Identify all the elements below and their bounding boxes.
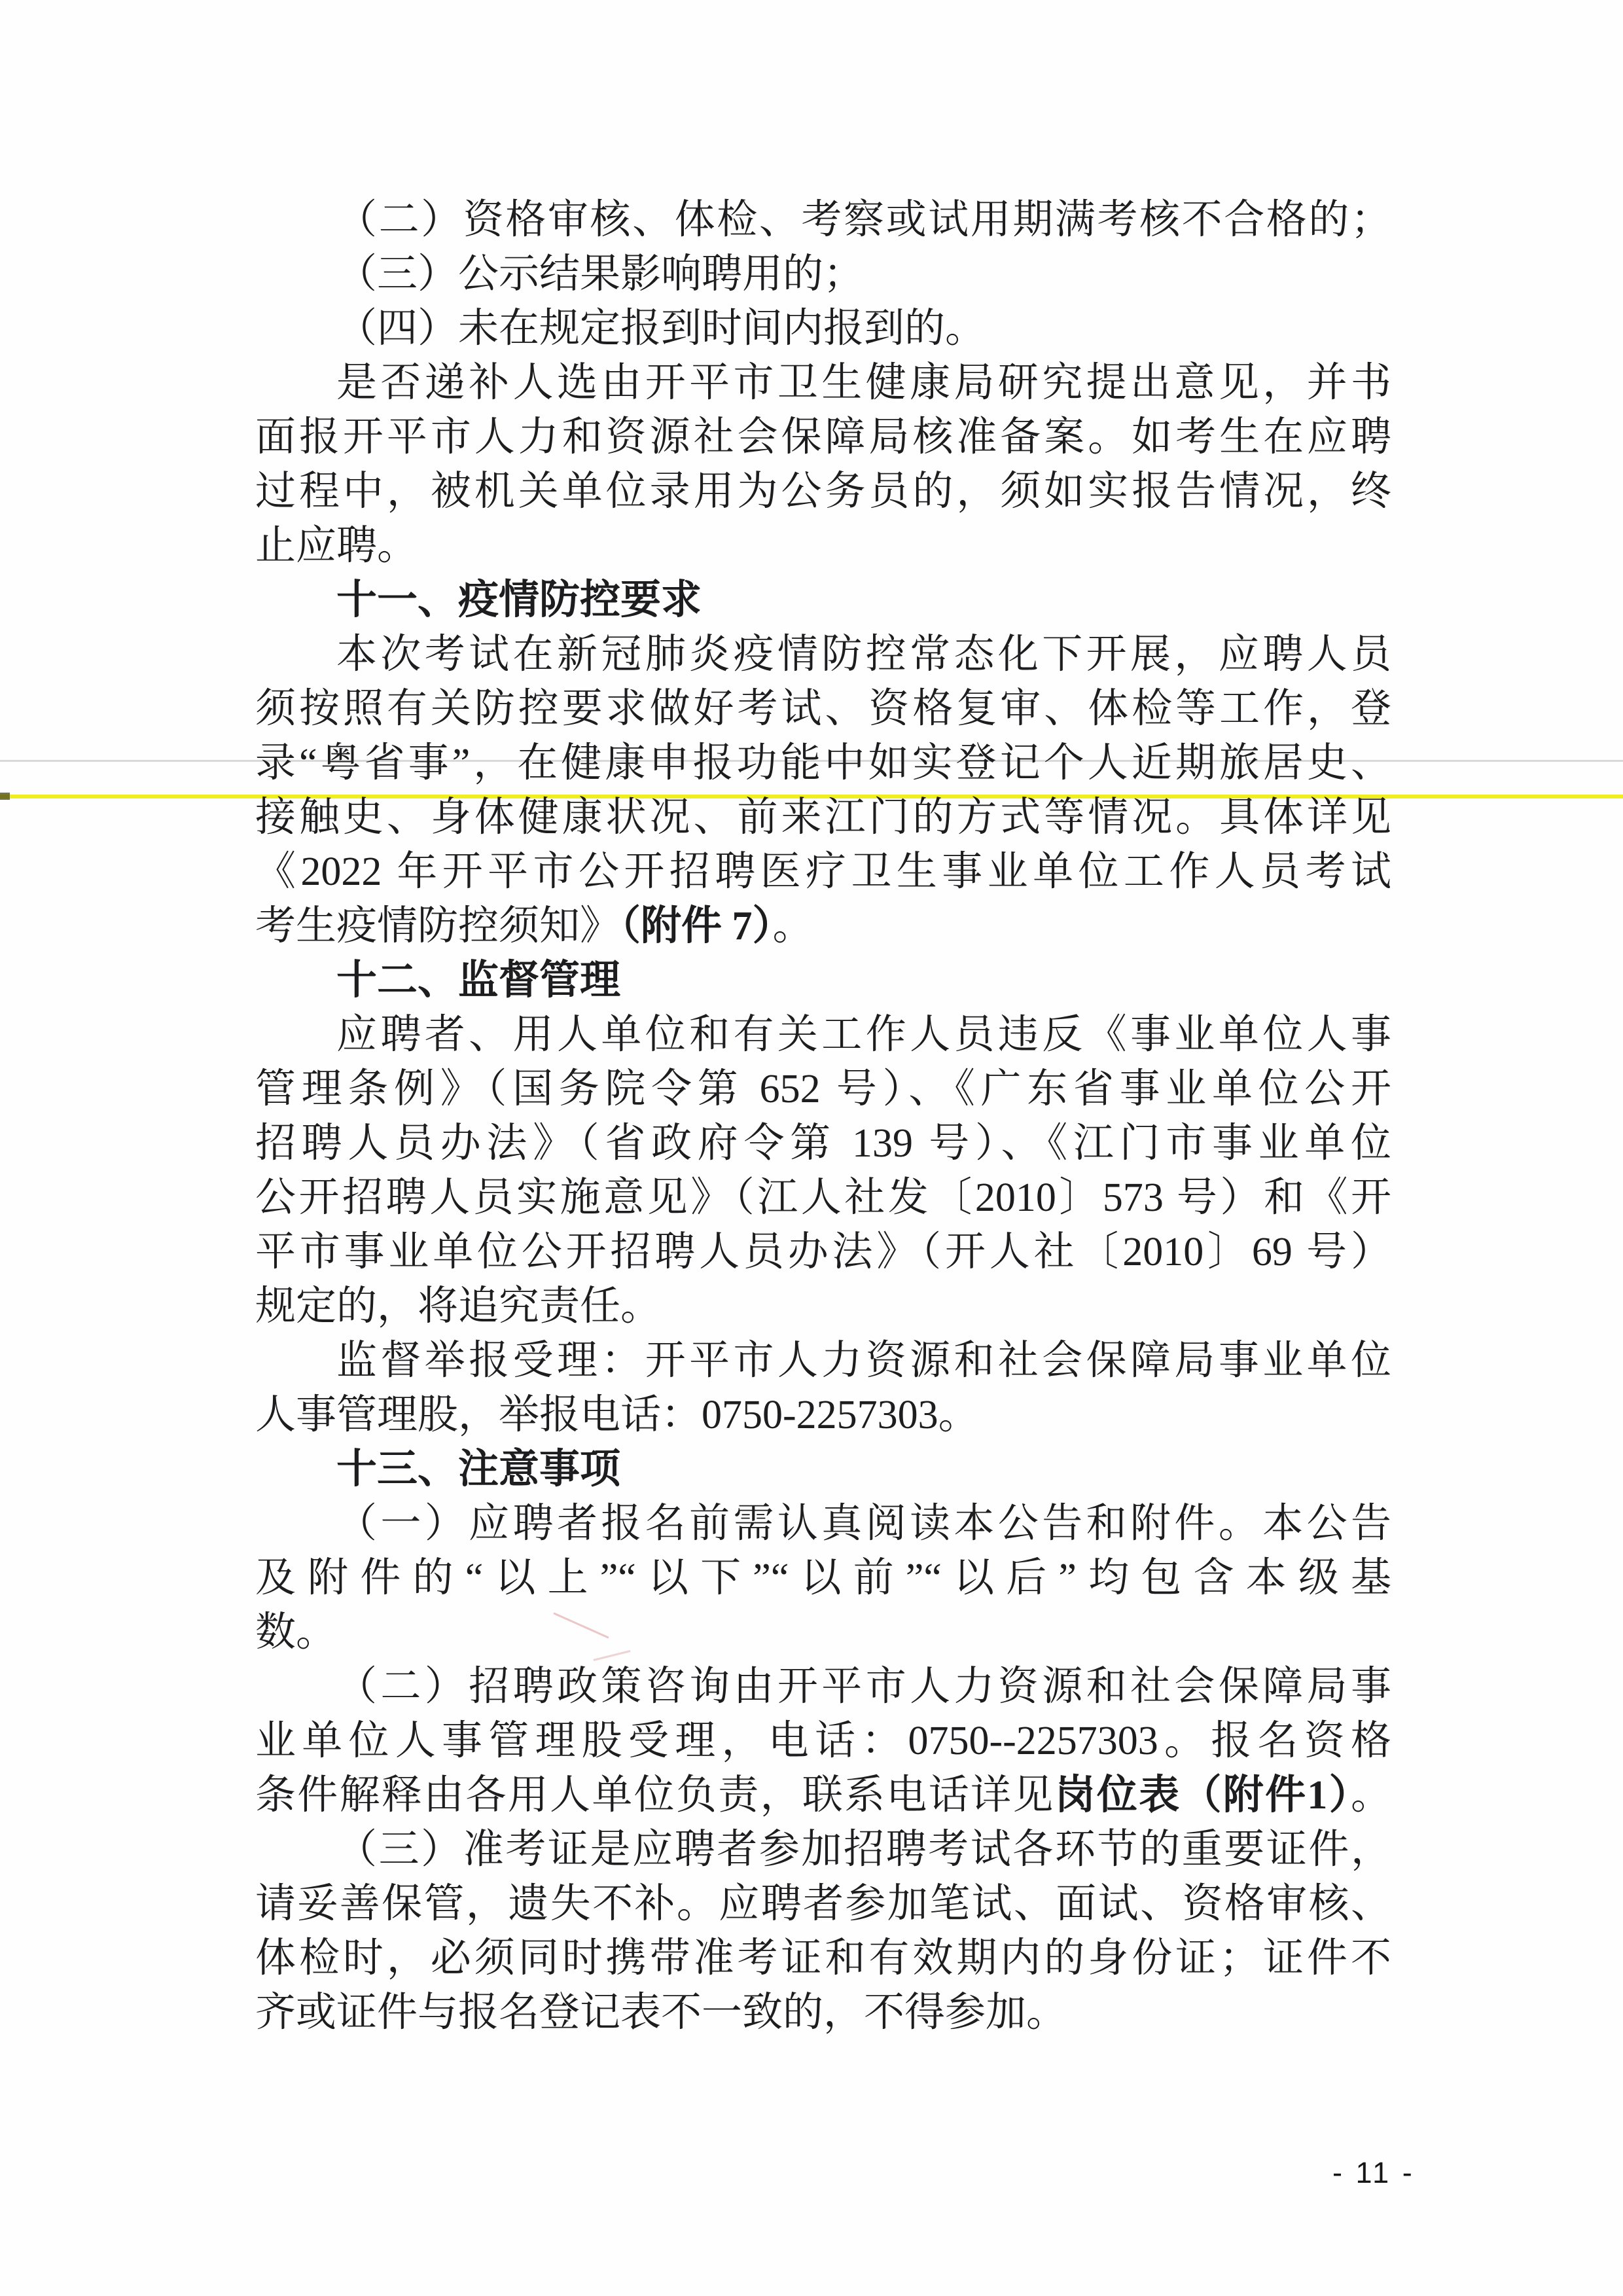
text-segment: 止应聘。 xyxy=(255,524,418,568)
text-segment: 及附件的“以上”“以下”“以前”“以后”均包含本级基 xyxy=(255,1556,1391,1600)
text-segment: 十一、疫情防控要求 xyxy=(336,578,702,622)
text-segment: 公开招聘人员实施意见》（江人社发〔2010〕573 号）和《开 xyxy=(255,1175,1391,1220)
text-segment: 接触史、身体健康状况、前来江门的方式等情况。具体详见 xyxy=(255,795,1391,840)
text-line xyxy=(255,1986,1391,2040)
text-line xyxy=(255,899,1391,954)
text-line xyxy=(255,1768,1391,1823)
text-segment: 过程中，被机关单位录用为公务员的，须如实报告情况，终 xyxy=(255,469,1391,514)
text-line xyxy=(255,1605,1391,1660)
text-line xyxy=(255,1823,1391,1877)
text-line xyxy=(255,193,1391,247)
document-body-text xyxy=(255,193,1391,2040)
text-line xyxy=(255,1497,1391,1551)
text-line xyxy=(255,356,1391,410)
text-segment: 。 xyxy=(1350,1773,1391,1818)
text-line xyxy=(255,1171,1391,1225)
text-segment: 十二、监督管理 xyxy=(336,958,621,1003)
text-line xyxy=(255,1008,1391,1062)
text-segment: 考生疫情防控须知》 xyxy=(255,904,621,948)
text-line xyxy=(255,736,1391,791)
text-line xyxy=(255,1280,1391,1334)
text-line xyxy=(255,791,1391,845)
text-line xyxy=(255,1117,1391,1171)
text-segment: （二）招聘政策咨询由开平市人力资源和社会保障局事 xyxy=(336,1664,1391,1709)
text-segment: 请妥善保管，遗失不补。应聘者参加笔试、面试、资格审核、 xyxy=(255,1882,1391,1926)
text-segment: 招聘人员办法》（省政府令第 139 号）、《江门市事业单位 xyxy=(255,1121,1391,1166)
text-segment: （附件 7） xyxy=(620,904,773,948)
text-line xyxy=(255,845,1391,899)
text-segment: 人事管理股，举报电话：0750-2257303。 xyxy=(255,1393,979,1437)
text-line xyxy=(255,682,1391,736)
text-line xyxy=(255,1714,1391,1768)
text-segment: 。 xyxy=(772,904,813,948)
text-segment: 面报开平市人力和资源社会保障局核准备案。如考生在应聘 xyxy=(255,415,1391,459)
text-line xyxy=(255,1225,1391,1280)
text-segment: 平市事业单位公开招聘人员办法》（开人社〔2010〕69 号） xyxy=(255,1230,1391,1274)
text-line xyxy=(255,410,1391,465)
section-heading xyxy=(255,954,1391,1008)
text-segment: （二）资格审核、体检、考察或试用期满考核不合格的； xyxy=(336,198,1391,242)
text-segment: 十三、注意事项 xyxy=(336,1447,621,1492)
text-segment: 《2022 年开平市公开招聘医疗卫生事业单位工作人员考试 xyxy=(255,850,1391,894)
page-number: - 11 - xyxy=(1332,2156,1415,2189)
text-line xyxy=(255,1062,1391,1117)
text-segment: （三）公示结果影响聘用的； xyxy=(336,252,865,296)
text-line xyxy=(255,1551,1391,1605)
text-line xyxy=(255,1334,1391,1388)
text-line xyxy=(255,1388,1391,1443)
text-line xyxy=(255,302,1391,356)
text-segment: 业单位人事管理股受理，电话：0750--2257303。报名资格 xyxy=(255,1719,1391,1763)
text-segment: 体检时，必须同时携带准考证和有效期内的身份证；证件不 xyxy=(255,1936,1391,1981)
text-segment: 录“粤省事”，在健康申报功能中如实登记个人近期旅居史、 xyxy=(255,741,1391,785)
text-line xyxy=(255,628,1391,682)
text-segment: 数。 xyxy=(255,1610,337,1655)
text-line xyxy=(255,519,1391,573)
text-segment: （四）未在规定报到时间内报到的。 xyxy=(336,306,986,351)
text-line xyxy=(255,1660,1391,1714)
text-segment: 须按照有关防控要求做好考试、资格复审、体检等工作，登 xyxy=(255,687,1391,731)
section-heading xyxy=(255,573,1391,628)
text-segment: 条件解释由各用人单位负责，联系电话详见 xyxy=(255,1773,1055,1818)
text-line xyxy=(255,1931,1391,1986)
text-segment: 是否递补人选由开平市卫生健康局研究提出意见，并书 xyxy=(336,361,1391,405)
text-segment: （一）应聘者报名前需认真阅读本公告和附件。本公告 xyxy=(336,1501,1391,1546)
text-segment: （三）准考证是应聘者参加招聘考试各环节的重要证件， xyxy=(336,1827,1391,1872)
section-heading xyxy=(255,1443,1391,1497)
text-line xyxy=(255,247,1391,302)
text-segment: 齐或证件与报名登记表不一致的，不得参加。 xyxy=(255,1990,1067,2035)
text-segment: 本次考试在新冠肺炎疫情防控常态化下开展，应聘人员 xyxy=(336,632,1391,677)
text-segment: 规定的，将追究责任。 xyxy=(255,1284,662,1329)
text-segment: 岗位表（附件1） xyxy=(1054,1773,1351,1818)
yellow-highlighter-line-start-mark xyxy=(0,793,10,800)
text-segment: 管理条例》（国务院令第 652 号）、《广东省事业单位公开 xyxy=(255,1067,1391,1111)
text-line xyxy=(255,1877,1391,1931)
text-segment: 应聘者、用人单位和有关工作人员违反《事业单位人事 xyxy=(336,1013,1391,1057)
text-line xyxy=(255,465,1391,519)
text-segment: 监督举报受理：开平市人力资源和社会保障局事业单位 xyxy=(336,1338,1391,1383)
